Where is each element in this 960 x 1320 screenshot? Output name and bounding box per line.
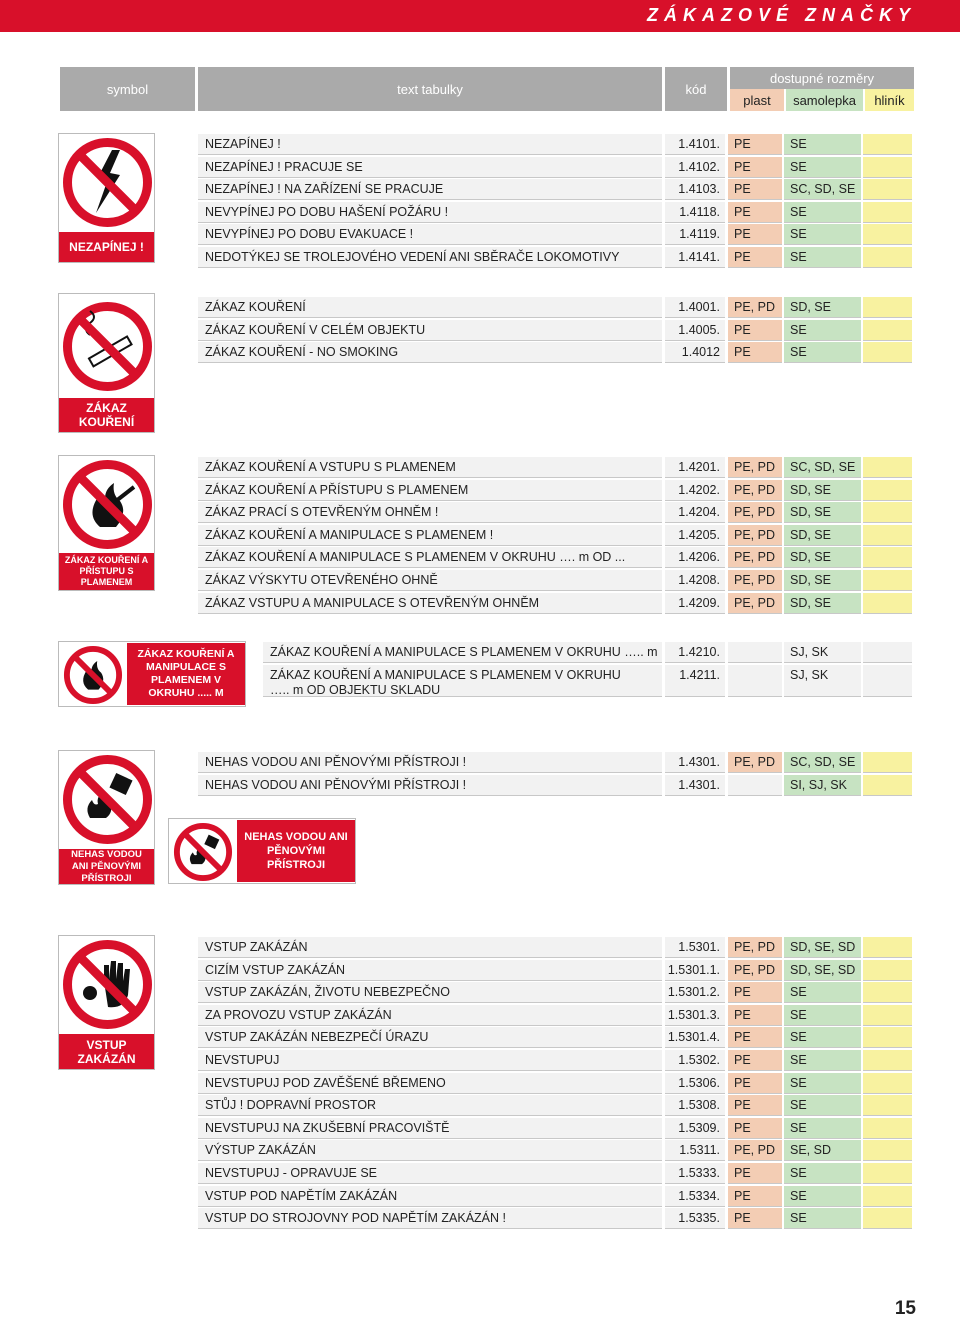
row-hlinik (863, 960, 912, 981)
row-hlinik (863, 320, 912, 341)
row-samolepka: SE (784, 1208, 861, 1229)
row-samolepka: SD, SE (784, 593, 861, 614)
row-hlinik (863, 752, 912, 773)
sign-nezapinej (58, 133, 155, 263)
row-text: NEVSTUPUJ - OPRAVUJE SE (198, 1163, 662, 1184)
row-samolepka: SD, SE (784, 480, 861, 501)
row-code: 1.4301. (665, 775, 725, 796)
row-samolepka: SD, SE (784, 570, 861, 591)
row-hlinik (863, 1027, 912, 1048)
row-hlinik (863, 1208, 912, 1229)
row-hlinik (863, 593, 912, 614)
row-plast: PE, PD (728, 937, 782, 958)
row-text: ZÁKAZ KOUŘENÍ A MANIPULACE S PLAMENEM V OKRUHU ….. m (263, 642, 662, 663)
row-plast: PE, PD (728, 1140, 782, 1161)
row-plast: PE, PD (728, 480, 782, 501)
row-text: VSTUP POD NAPĚTÍM ZAKÁZÁN (198, 1186, 662, 1207)
flame-icon (62, 644, 124, 706)
row-text: NEHAS VODOU ANI PĚNOVÝMI PŘÍSTROJI ! (198, 752, 662, 773)
row-hlinik (863, 502, 912, 523)
row-plast: PE (728, 342, 782, 363)
row-samolepka: SI, SJ, SK (784, 775, 861, 796)
sign-nehas-vodou-wide (168, 818, 356, 884)
row-samolepka: SE (784, 320, 861, 341)
row-text: ZÁKAZ KOUŘENÍ A MANIPULACE S PLAMENEM ! (198, 525, 662, 546)
row-plast: PE (728, 179, 782, 200)
sign-label: VSTUP ZAKÁZÁN (77, 1037, 136, 1066)
row-plast: PE (728, 1208, 782, 1229)
water-bucket-icon (172, 821, 234, 883)
row-samolepka: SD, SE (784, 502, 861, 523)
row-text: ZA PROVOZU VSTUP ZAKÁZÁN (198, 1005, 662, 1026)
row-samolepka: SE (784, 157, 861, 178)
row-text: STŮJ ! DOPRAVNÍ PROSTOR (198, 1095, 662, 1116)
row-text: VSTUP ZAKÁZÁN NEBEZPEČÍ ÚRAZU (198, 1027, 662, 1048)
row-hlinik (863, 775, 912, 796)
row-code: 1.5335. (665, 1208, 725, 1229)
row-text: ZÁKAZ KOUŘENÍ A PŘÍSTUPU S PLAMENEM (198, 480, 662, 501)
row-text: NEVYPÍNEJ PO DOBU HAŠENÍ POŽÁRU ! (198, 202, 662, 223)
row-plast: PE (728, 1118, 782, 1139)
row-plast: PE (728, 157, 782, 178)
row-plast: PE (728, 247, 782, 268)
row-code: 1.5301.1. (665, 960, 725, 981)
row-code: 1.4204. (665, 502, 725, 523)
row-samolepka: SJ, SK (784, 665, 861, 697)
row-text: NEHAS VODOU ANI PĚNOVÝMI PŘÍSTROJI ! (198, 775, 662, 796)
row-text: NEVSTUPUJ (198, 1050, 662, 1071)
row-hlinik (863, 1140, 912, 1161)
col-header-symbol-label: symbol (106, 81, 149, 97)
row-plast: PE, PD (728, 525, 782, 546)
row-hlinik (863, 179, 912, 200)
row-code: 1.5301.2. (665, 982, 725, 1003)
row-hlinik (863, 157, 912, 178)
sign-label: NEZAPÍNEJ ! (69, 240, 144, 254)
row-samolepka: SE (784, 1073, 861, 1094)
row-hlinik (863, 525, 912, 546)
row-samolepka: SE (784, 982, 861, 1003)
row-hlinik (863, 224, 912, 245)
row-text: ZÁKAZ KOUŘENÍ A VSTUPU S PLAMENEM (198, 457, 662, 478)
flame-icon (60, 457, 155, 552)
row-code: 1.5333. (665, 1163, 725, 1184)
row-plast: PE (728, 1095, 782, 1116)
row-text: VSTUP ZAKÁZÁN, ŽIVOTU NEBEZPEČNO (198, 982, 662, 1003)
row-code: 1.4118. (665, 202, 725, 223)
col-header-hlinik (865, 89, 914, 111)
col-header-code-label: kód (685, 81, 707, 97)
row-samolepka: SE (784, 247, 861, 268)
col-header-code (665, 67, 727, 111)
row-samolepka: SE (784, 1118, 861, 1139)
row-text: NEVSTUPUJ POD ZAVĚŠENÉ BŘEMENO (198, 1073, 662, 1094)
sign-nehas-vodou (58, 750, 155, 885)
row-code: 1.4119. (665, 224, 725, 245)
row-text: VSTUP DO STROJOVNY POD NAPĚTÍM ZAKÁZÁN ! (198, 1208, 662, 1229)
row-plast: PE, PD (728, 570, 782, 591)
row-code: 1.5308. (665, 1095, 725, 1116)
row-plast: PE, PD (728, 502, 782, 523)
col-header-samolepka-label: samolepka (793, 92, 856, 108)
row-hlinik (863, 982, 912, 1003)
row-text: ZÁKAZ PRACÍ S OTEVŘENÝM OHNĚM ! (198, 502, 662, 523)
row-text: ZÁKAZ VÝSKYTU OTEVŘENÉHO OHNĚ (198, 570, 662, 591)
row-hlinik (863, 134, 912, 155)
row-code: 1.4001. (665, 297, 725, 318)
cigarette-icon (60, 299, 155, 394)
page-title: ZÁKAZOVÉ ZNAČKY (647, 5, 916, 25)
sign-zakaz-plamene (58, 455, 155, 591)
row-text: NEZAPÍNEJ ! NA ZAŘÍZENÍ SE PRACUJE (198, 179, 662, 200)
row-code: 1.5334. (665, 1186, 725, 1207)
row-samolepka: SC, SD, SE (784, 179, 861, 200)
col-header-symbol (60, 67, 195, 111)
row-code: 1.4211. (665, 665, 725, 697)
row-hlinik (863, 570, 912, 591)
row-hlinik (863, 1095, 912, 1116)
row-code: 1.4202. (665, 480, 725, 501)
col-header-plast-label: plast (743, 92, 771, 108)
row-plast (728, 775, 782, 796)
row-hlinik (863, 1118, 912, 1139)
row-samolepka: SE (784, 1005, 861, 1026)
row-plast: PE, PD (728, 297, 782, 318)
row-code: 1.4210. (665, 642, 725, 663)
row-plast: PE (728, 202, 782, 223)
row-text: VÝSTUP ZAKÁZÁN (198, 1140, 662, 1161)
row-text: ZÁKAZ KOUŘENÍ (198, 297, 662, 318)
row-text: NEDOTÝKEJ SE TROLEJOVÉHO VEDENÍ ANI SBĚRAČE LOKOMOTIVY (198, 247, 662, 268)
row-hlinik (863, 457, 912, 478)
row-plast: PE (728, 982, 782, 1003)
row-code: 1.4205. (665, 525, 725, 546)
row-samolepka: SE (784, 342, 861, 363)
row-code: 1.5301.4. (665, 1027, 725, 1048)
row-samolepka: SJ, SK (784, 642, 861, 663)
sign-label: NEHAS VODOU ANI PĚNOVÝMI PŘÍSTROJI (244, 831, 348, 871)
row-code: 1.5306. (665, 1073, 725, 1094)
row-hlinik (863, 1163, 912, 1184)
water-bucket-icon (60, 752, 155, 847)
sign-zakaz-koureni (58, 293, 155, 433)
row-samolepka: SE (784, 1095, 861, 1116)
row-text: NEZAPÍNEJ ! (198, 134, 662, 155)
col-header-sizes (730, 67, 914, 89)
row-text: NEVYPÍNEJ PO DOBU EVAKUACE ! (198, 224, 662, 245)
row-plast: PE, PD (728, 593, 782, 614)
row-plast: PE (728, 1186, 782, 1207)
row-samolepka: SD, SE, SD (784, 960, 861, 981)
row-plast: PE (728, 1163, 782, 1184)
row-samolepka: SE (784, 1186, 861, 1207)
row-samolepka: SD, SE (784, 297, 861, 318)
row-code: 1.4103. (665, 179, 725, 200)
col-header-text-label: text tabulky (397, 81, 463, 97)
row-code: 1.4101. (665, 134, 725, 155)
row-samolepka: SD, SE (784, 525, 861, 546)
row-hlinik (863, 665, 912, 697)
row-code: 1.4208. (665, 570, 725, 591)
sign-label: ZÁKAZ KOUŘENÍ A PŘÍSTUPU S PLAMENEM (64, 555, 149, 587)
row-plast: PE (728, 1005, 782, 1026)
row-samolepka: SE (784, 1163, 861, 1184)
row-code: 1.4102. (665, 157, 725, 178)
row-text: VSTUP ZAKÁZÁN (198, 937, 662, 958)
row-text: CIZÍM VSTUP ZAKÁZÁN (198, 960, 662, 981)
row-hlinik (863, 937, 912, 958)
col-header-samolepka (786, 89, 863, 111)
row-plast: PE (728, 320, 782, 341)
row-samolepka: SE, SD (784, 1140, 861, 1161)
row-code: 1.5311. (665, 1140, 725, 1161)
top-banner (0, 0, 960, 32)
row-code: 1.5302. (665, 1050, 725, 1071)
col-header-text (198, 67, 662, 111)
sign-zakaz-okruh (58, 641, 246, 707)
row-hlinik (863, 1073, 912, 1094)
row-hlinik (863, 1005, 912, 1026)
row-plast: PE, PD (728, 547, 782, 568)
col-header-sizes-label: dostupné rozměry (769, 70, 875, 86)
row-hlinik (863, 247, 912, 268)
row-code: 1.5301. (665, 937, 725, 958)
row-code: 1.5301.3. (665, 1005, 725, 1026)
row-samolepka: SD, SE (784, 547, 861, 568)
row-hlinik (863, 202, 912, 223)
sign-vstup-zakazan (58, 935, 155, 1070)
page-number: 15 (894, 1298, 916, 1319)
row-plast: PE (728, 1050, 782, 1071)
lightning-icon (60, 135, 155, 230)
sign-label: NEHAS VODOU ANI PĚNOVÝMI PŘÍSTROJI (71, 848, 142, 884)
row-samolepka: SE (784, 1027, 861, 1048)
row-samolepka: SD, SE, SD (784, 937, 861, 958)
row-text: ZÁKAZ KOUŘENÍ A MANIPULACE S PLAMENEM V OKRUHU ….. m OD OBJEKTU SKLADU (263, 665, 662, 697)
row-code: 1.4209. (665, 593, 725, 614)
row-hlinik (863, 642, 912, 663)
hand-stop-icon (60, 937, 155, 1032)
col-header-hlinik-label: hliník (874, 92, 905, 108)
row-samolepka: SE (784, 134, 861, 155)
row-code: 1.4206. (665, 547, 725, 568)
row-hlinik (863, 342, 912, 363)
row-text: ZÁKAZ KOUŘENÍ - NO SMOKING (198, 342, 662, 363)
row-code: 1.4141. (665, 247, 725, 268)
row-samolepka: SE (784, 224, 861, 245)
row-plast: PE (728, 134, 782, 155)
row-code: 1.4012 (665, 342, 725, 363)
row-plast: PE, PD (728, 960, 782, 981)
row-hlinik (863, 297, 912, 318)
row-plast: PE, PD (728, 752, 782, 773)
row-hlinik (863, 480, 912, 501)
row-plast (728, 642, 782, 663)
row-plast: PE (728, 1073, 782, 1094)
row-hlinik (863, 1186, 912, 1207)
row-text: ZÁKAZ KOUŘENÍ V CELÉM OBJEKTU (198, 320, 662, 341)
sign-label: ZÁKAZ KOUŘENÍ A MANIPULACE S PLAMENEM V OKRUHU ..... M (137, 648, 235, 699)
row-hlinik (863, 547, 912, 568)
row-plast: PE (728, 224, 782, 245)
row-plast: PE (728, 1027, 782, 1048)
row-text: ZÁKAZ KOUŘENÍ A MANIPULACE S PLAMENEM V OKRUHU …. m OD ... (198, 547, 662, 568)
row-samolepka: SC, SD, SE (784, 457, 861, 478)
row-samolepka: SE (784, 1050, 861, 1071)
row-code: 1.4201. (665, 457, 725, 478)
row-text: ZÁKAZ VSTUPU A MANIPULACE S OTEVŘENÝM OHNĚM (198, 593, 662, 614)
row-code: 1.4005. (665, 320, 725, 341)
row-plast: PE, PD (728, 457, 782, 478)
sign-label: ZÁKAZ KOUŘENÍ (78, 401, 135, 429)
row-samolepka: SE (784, 202, 861, 223)
row-hlinik (863, 1050, 912, 1071)
row-samolepka: SC, SD, SE (784, 752, 861, 773)
row-text: NEVSTUPUJ NA ZKUŠEBNÍ PRACOVIŠTĚ (198, 1118, 662, 1139)
col-header-plast (730, 89, 784, 111)
row-code: 1.5309. (665, 1118, 725, 1139)
row-code: 1.4301. (665, 752, 725, 773)
row-text: NEZAPÍNEJ ! PRACUJE SE (198, 157, 662, 178)
row-plast (728, 665, 782, 697)
